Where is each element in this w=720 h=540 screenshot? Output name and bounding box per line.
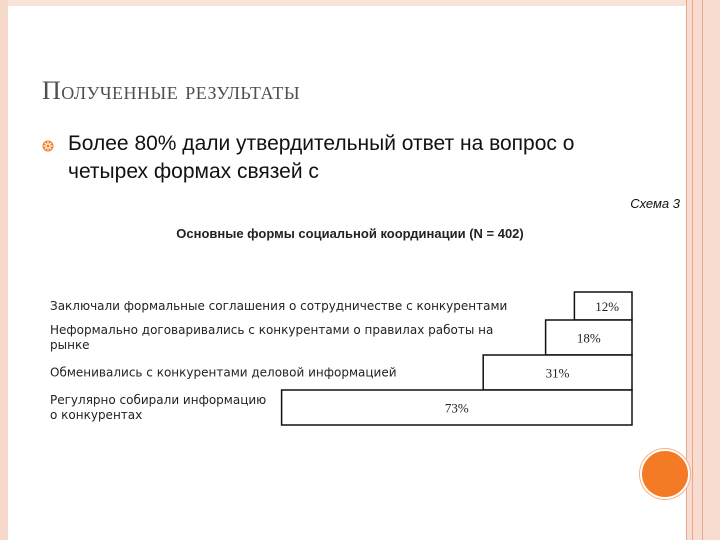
bullet-text: Более 80% дали утвердительный ответ на вопрос о четырех формах связей с [68, 132, 575, 183]
category-label: о конкурентах [50, 408, 143, 422]
data-label: 31% [545, 365, 570, 381]
decorative-orange-circle [640, 449, 690, 499]
slide-title: Полученные результаты [42, 76, 301, 105]
data-label: 73% [444, 400, 469, 416]
data-label: 12% [595, 299, 620, 314]
category-label: Неформально договаривались с конкурентами о правилах работы на [50, 323, 494, 337]
data-label: 18% [576, 330, 601, 346]
category-label: Регулярно собирали информацию [50, 393, 267, 407]
category-label: Обменивались с конкурентами деловой информацией [50, 365, 397, 380]
scheme-label: Схема 3 [630, 196, 680, 211]
category-label: рынке [50, 338, 90, 352]
category-label: Заключали формальные соглашения о сотрудничестве с конкурентами [50, 299, 508, 313]
chart-title: Основные формы социальной координации (N = 402) [176, 226, 524, 241]
